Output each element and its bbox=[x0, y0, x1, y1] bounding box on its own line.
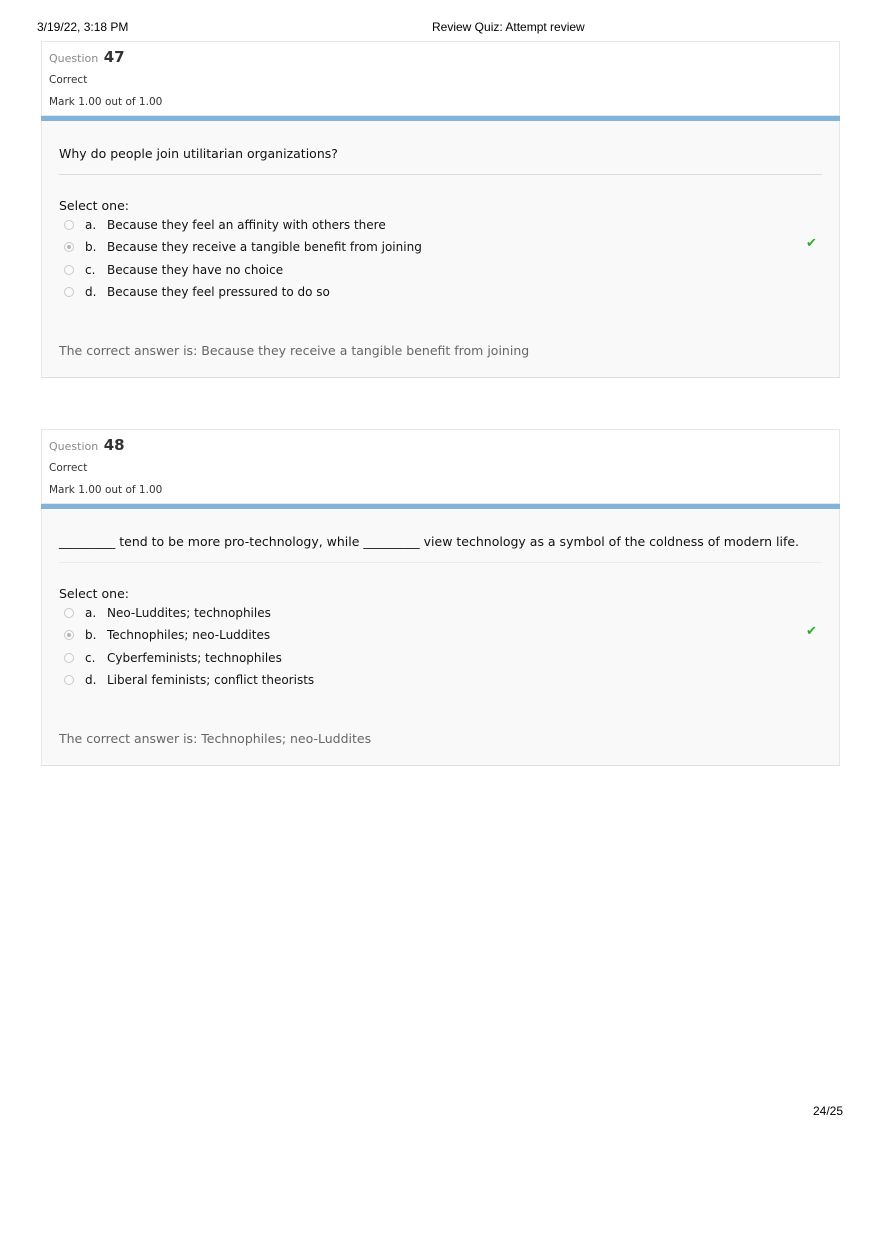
correct-answer-feedback: The correct answer is: Technophiles; neo-Luddites bbox=[59, 731, 372, 746]
radio-button[interactable] bbox=[64, 220, 74, 230]
question-state: Correct bbox=[49, 74, 88, 86]
question-content bbox=[41, 509, 840, 766]
answer-letter: c. bbox=[85, 650, 96, 665]
question-grade: Mark 1.00 out of 1.00 bbox=[49, 484, 163, 496]
answer-label: Technophiles; neo-Luddites bbox=[107, 628, 271, 643]
radio-button[interactable] bbox=[64, 675, 74, 685]
print-header bbox=[0, 20, 880, 36]
radio-button[interactable] bbox=[64, 287, 74, 297]
print-datetime: 3/19/22, 3:18 PM bbox=[37, 20, 129, 34]
question-label: Question bbox=[49, 440, 99, 453]
answer-letter: b. bbox=[85, 628, 97, 643]
check-icon: ✔ bbox=[806, 236, 817, 251]
question-number bbox=[49, 48, 125, 66]
answer-label: Neo-Luddites; technophiles bbox=[107, 606, 271, 620]
select-prompt: Select one: bbox=[59, 586, 130, 601]
answer-label: Because they feel pressured to do so bbox=[107, 285, 330, 300]
question-grade: Mark 1.00 out of 1.00 bbox=[49, 96, 163, 108]
answer-label: Liberal feminists; conflict theorists bbox=[107, 673, 315, 688]
question-text: _________ tend to be more pro-technology, while _________ view technology as a symbol of the coldness of modern life. bbox=[59, 534, 800, 549]
radio-button[interactable] bbox=[64, 608, 74, 618]
question-content bbox=[41, 121, 840, 378]
question-48 bbox=[41, 429, 840, 766]
answer-label: Because they feel an affinity with others there bbox=[107, 218, 386, 232]
answer-letter: d. bbox=[85, 673, 97, 688]
answer-letter: a. bbox=[85, 218, 97, 232]
select-prompt: Select one: bbox=[59, 198, 130, 213]
radio-button[interactable] bbox=[64, 653, 74, 663]
radio-button-selected[interactable] bbox=[64, 242, 74, 252]
question-text: Why do people join utilitarian organizations? bbox=[59, 146, 338, 161]
question-number-value: 48 bbox=[103, 436, 125, 454]
answer-letter: c. bbox=[85, 262, 96, 277]
print-title: Review Quiz: Attempt review bbox=[432, 20, 585, 34]
question-info bbox=[41, 429, 840, 504]
question-number-value: 47 bbox=[103, 48, 125, 66]
answer-label: Because they have no choice bbox=[107, 262, 284, 277]
radio-button-selected[interactable] bbox=[64, 630, 74, 640]
question-text-divider bbox=[59, 562, 822, 563]
question-47 bbox=[41, 41, 840, 378]
radio-button[interactable] bbox=[64, 265, 74, 275]
check-icon: ✔ bbox=[806, 624, 817, 639]
question-state: Correct bbox=[49, 462, 88, 474]
answer-label: Cyberfeminists; technophiles bbox=[107, 650, 282, 665]
answer-label: Because they receive a tangible benefit from joining bbox=[107, 240, 422, 255]
answer-letter: d. bbox=[85, 285, 97, 300]
question-text-divider bbox=[59, 174, 822, 175]
question-number bbox=[49, 436, 125, 454]
answer-letter: a. bbox=[85, 606, 97, 620]
correct-answer-feedback: The correct answer is: Because they receive a tangible benefit from joining bbox=[59, 343, 530, 358]
answer-letter: b. bbox=[85, 240, 97, 255]
question-label: Question bbox=[49, 52, 99, 65]
page-number: 24/25 bbox=[812, 1104, 843, 1118]
question-info bbox=[41, 41, 840, 116]
